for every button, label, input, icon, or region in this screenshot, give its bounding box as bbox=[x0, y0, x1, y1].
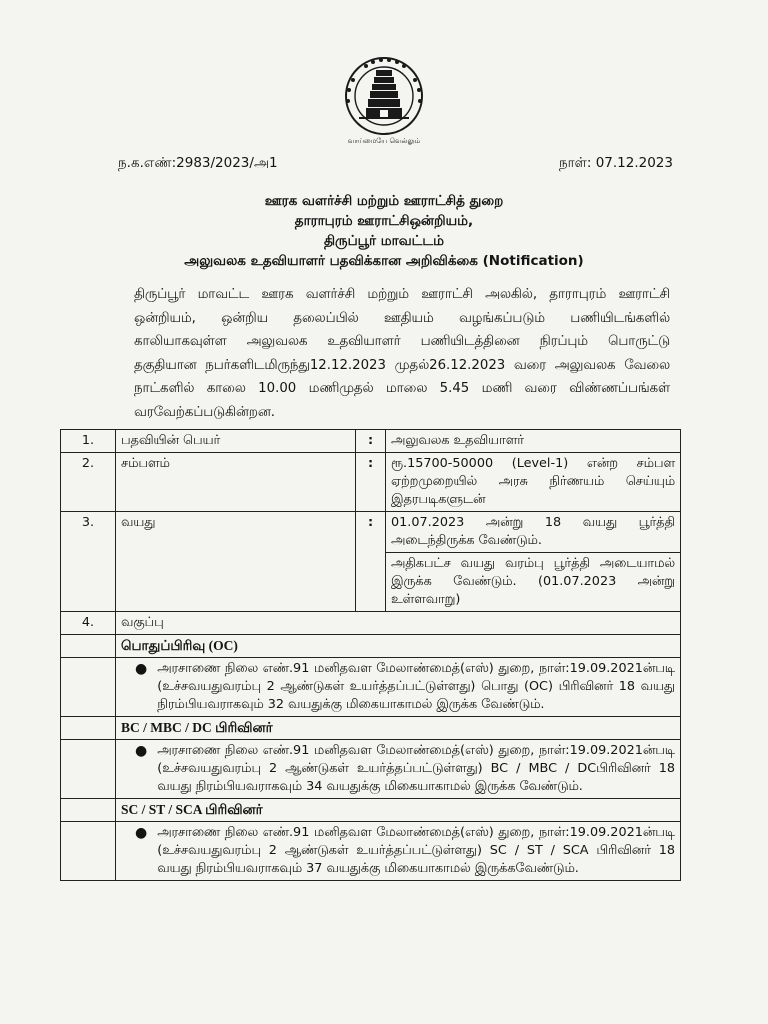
row-colon: : bbox=[356, 453, 386, 512]
table-row bbox=[61, 512, 681, 612]
heading-notification-title: அலுவலக உதவியாளர் பதவிக்கான அறிவிக்கை (Notification) bbox=[184, 253, 584, 269]
eligibility-table bbox=[60, 429, 681, 881]
reference-date: நாள்: 07.12.2023 bbox=[558, 155, 673, 171]
row-value-part: அதிகபட்ச வயது வரம்பு பூர்த்தி அடையாமல் இருக்க வேண்டும். (01.07.2023 அன்று உள்ளவாறு) bbox=[386, 552, 680, 611]
heading-district: திருப்பூர் மாவட்டம் bbox=[324, 233, 444, 249]
paragraph-line: திருப்பூர் மாவட்ட ஊரக வளர்ச்சி மற்றும் ஊராட்சி அலகில், தாராபுரம் ஊராட்சி bbox=[134, 287, 670, 302]
category-heading: பொதுப்பிரிவு (OC) bbox=[116, 635, 681, 658]
paragraph-line: நாட்களில் காலை 10.00 மணிமுதல் மாலை 5.45 மணி வரை விண்ணப்பங்கள் bbox=[134, 381, 670, 397]
category-text: அரசாணை நிலை எண்.91 மனிதவள மேலாண்மைத்(எஸ்) துறை, நாள்:19.09.2021ன்படி (உச்சவயதுவரம்பு 2 ஆண்டுகள் உயர்த்தப்பட்டுள்ளது) SC / ST / SCA பிரிவினர் 18 வயது நிரம்பியவராகவும் 37 வயதுக்கு மிகையாகாமல் இருக்கவேண்டும். bbox=[157, 825, 675, 876]
row-colon: : bbox=[356, 430, 386, 453]
tamilnadu-govt-emblem-icon bbox=[331, 54, 437, 148]
table-row bbox=[61, 430, 681, 453]
category-heading: BC / MBC / DC பிரிவினர் bbox=[116, 717, 681, 740]
reference-number: ந.க.எண்:2983/2023/அ1 bbox=[118, 155, 278, 171]
row-number: 1. bbox=[61, 430, 116, 453]
bullet-icon: ● bbox=[135, 743, 148, 759]
category-text: அரசாணை நிலை எண்.91 மனிதவள மேலாண்மைத்(எஸ்) துறை, நாள்:19.09.2021ன்படி (உச்சவயதுவரம்பு 2 ஆண்டுகள் உயர்த்தப்பட்டுள்ளது) BC / MBC / DCபிரிவினர் 18 வயது நிரம்பியவராகவும் 34 வயதுக்கு மிகையாகாமல் இருக்க வேண்டும். bbox=[157, 743, 675, 794]
row-value-part: 01.07.2023 அன்று 18 வயது பூர்த்தி அடைந்திருக்க வேண்டும். bbox=[391, 515, 675, 548]
row-number: 3. bbox=[61, 512, 116, 612]
paragraph-line: காலியாகவுள்ள அலுவலக உதவியாளர் பணியிடத்தினை நிரப்பும் பொருட்டு bbox=[134, 334, 670, 350]
category-heading-row bbox=[61, 635, 681, 658]
emblem-motto: வாய்மையே வெல்லும் bbox=[347, 137, 421, 145]
category-heading: SC / ST / SCA பிரிவினர் bbox=[116, 799, 681, 822]
row-value bbox=[386, 512, 681, 612]
paragraph-line: ஒன்றியம், ஒன்றிய தலைப்பில் ஊதியம் வழங்கப்படும் பணியிடங்களில் bbox=[134, 310, 670, 326]
row-label: வயது bbox=[116, 512, 356, 612]
row-label: வகுப்பு bbox=[116, 612, 681, 635]
category-text-row bbox=[61, 822, 681, 881]
notification-paragraph bbox=[134, 283, 670, 425]
row-value: அலுவலக உதவியாளர் bbox=[386, 430, 681, 453]
table-row bbox=[61, 453, 681, 512]
heading-union: தாராபுரம் ஊராட்சிஒன்றியம், bbox=[294, 213, 474, 229]
paragraph-line: வரவேற்கப்படுகின்றன. bbox=[134, 404, 275, 420]
category-text: அரசாணை நிலை எண்.91 மனிதவள மேலாண்மைத்(எஸ்) துறை, நாள்:19.09.2021ன்படி (உச்சவயதுவரம்பு 2 ஆண்டுகள் உயர்த்தப்பட்டுள்ளது) பொது (OC) பிரிவினர் 18 வயது நிரம்பியவராகவும் 32 வயதுக்கு மிகையாகாமல் இருக்க வேண்டும். bbox=[157, 661, 675, 712]
row-value: ரூ.15700-50000 (Level-1) என்ற சம்பள ஏற்றமுறையில் அரசு நிர்ணயம் செய்யும் இதரபடிகளுடன் bbox=[386, 453, 681, 512]
row-number: 4. bbox=[61, 612, 116, 635]
reference-row bbox=[0, 155, 768, 177]
bullet-icon: ● bbox=[135, 661, 148, 677]
category-heading-row bbox=[61, 717, 681, 740]
heading-department: ஊரக வளர்ச்சி மற்றும் ஊராட்சித் துறை bbox=[264, 193, 504, 209]
row-label: பதவியின் பெயர் bbox=[116, 430, 356, 453]
paragraph-line: தகுதியான நபர்களிடமிருந்து12.12.2023 முதல்26.12.2023 வரை அலுவலக வேலை bbox=[134, 357, 670, 373]
row-colon: : bbox=[356, 512, 386, 612]
row-label: சம்பளம் bbox=[116, 453, 356, 512]
bullet-icon: ● bbox=[135, 825, 148, 841]
row-number: 2. bbox=[61, 453, 116, 512]
table-row bbox=[61, 612, 681, 635]
category-heading-row bbox=[61, 799, 681, 822]
category-text-row bbox=[61, 658, 681, 717]
category-text-row bbox=[61, 740, 681, 799]
